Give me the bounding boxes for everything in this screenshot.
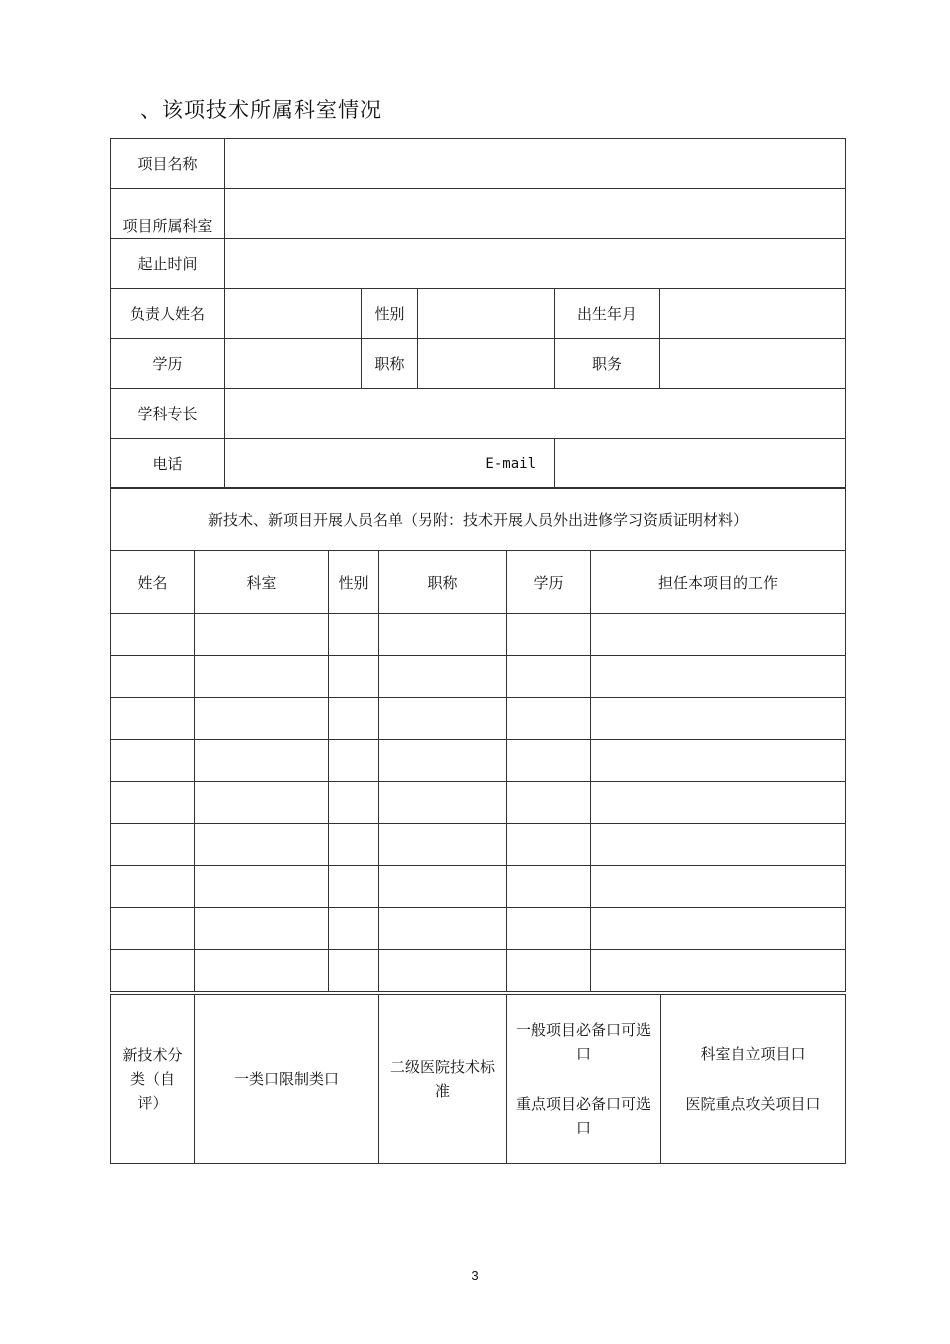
staff-cell-gender[interactable] [329, 656, 379, 698]
table-row [111, 782, 846, 824]
period-field[interactable] [225, 239, 846, 289]
staff-cell-gender[interactable] [329, 740, 379, 782]
staff-cell-education[interactable] [507, 782, 591, 824]
title-field[interactable] [418, 339, 555, 389]
staff-cell-name[interactable] [111, 698, 195, 740]
phone-label: 电话 [111, 439, 225, 489]
staff-cell-dept[interactable] [195, 782, 329, 824]
table-row [111, 866, 846, 908]
staff-cell-education[interactable] [507, 656, 591, 698]
staff-cell-education[interactable] [507, 740, 591, 782]
department-info-table [110, 138, 846, 489]
staff-cell-title[interactable] [379, 614, 507, 656]
dept-field[interactable] [225, 189, 846, 239]
col-header-dept: 科室 [195, 551, 329, 614]
staff-cell-education[interactable] [507, 698, 591, 740]
leader-name-field[interactable] [225, 289, 362, 339]
gender-field[interactable] [418, 289, 555, 339]
staff-cell-education[interactable] [507, 950, 591, 992]
table-row [111, 656, 846, 698]
col-header-name: 姓名 [111, 551, 195, 614]
position-field[interactable] [660, 339, 846, 389]
staff-cell-name[interactable] [111, 656, 195, 698]
classification-table [110, 994, 846, 1164]
staff-cell-name[interactable] [111, 866, 195, 908]
staff-cell-role[interactable] [591, 908, 846, 950]
staff-cell-gender[interactable] [329, 950, 379, 992]
staff-cell-name[interactable] [111, 824, 195, 866]
staff-cell-title[interactable] [379, 824, 507, 866]
table-row [111, 950, 846, 992]
staff-cell-title[interactable] [379, 950, 507, 992]
dept-label: 项目所属科室 [111, 189, 225, 239]
project-name-field[interactable] [225, 139, 846, 189]
birth-field[interactable] [660, 289, 846, 339]
staff-banner: 新技术、新项目开展人员名单（另附：技术开展人员外出进修学习资质证明材料） [111, 488, 846, 551]
project-level-cell[interactable] [507, 995, 661, 1164]
gender-label: 性别 [362, 289, 418, 339]
staff-cell-role[interactable] [591, 950, 846, 992]
staff-cell-gender[interactable] [329, 614, 379, 656]
title-label: 职称 [362, 339, 418, 389]
staff-cell-title[interactable] [379, 782, 507, 824]
staff-cell-name[interactable] [111, 950, 195, 992]
classification-label: 新技术分类（自评） [111, 995, 195, 1164]
staff-cell-title[interactable] [379, 740, 507, 782]
staff-cell-education[interactable] [507, 824, 591, 866]
email-field[interactable] [555, 439, 846, 489]
staff-cell-role[interactable] [591, 740, 846, 782]
birth-label: 出生年月 [555, 289, 660, 339]
secondary-standard: 二级医院技术标准 [379, 995, 507, 1164]
staff-cell-gender[interactable] [329, 698, 379, 740]
general-project-option[interactable]: 一般项目必备口可选口 [515, 1021, 651, 1063]
staff-cell-role[interactable] [591, 614, 846, 656]
staff-cell-role[interactable] [591, 782, 846, 824]
staff-cell-name[interactable] [111, 614, 195, 656]
staff-cell-title[interactable] [379, 908, 507, 950]
staff-cell-education[interactable] [507, 908, 591, 950]
position-label: 职务 [555, 339, 660, 389]
page-number: 3 [471, 1268, 479, 1283]
staff-cell-gender[interactable] [329, 866, 379, 908]
staff-table [110, 487, 846, 992]
specialty-label: 学科专长 [111, 389, 225, 439]
staff-cell-dept[interactable] [195, 740, 329, 782]
period-label: 起止时间 [111, 239, 225, 289]
staff-cell-title[interactable] [379, 866, 507, 908]
key-project-option[interactable]: 重点项目必备口可选口 [515, 1095, 651, 1137]
staff-cell-role[interactable] [591, 824, 846, 866]
staff-cell-dept[interactable] [195, 698, 329, 740]
education-label: 学历 [111, 339, 225, 389]
project-source-cell[interactable] [661, 995, 846, 1164]
hospital-project-option[interactable]: 医院重点攻关项目口 [685, 1095, 821, 1113]
table-row [111, 740, 846, 782]
col-header-title: 职称 [379, 551, 507, 614]
col-header-education: 学历 [507, 551, 591, 614]
table-row [111, 908, 846, 950]
table-row [111, 824, 846, 866]
col-header-gender: 性别 [329, 551, 379, 614]
staff-cell-gender[interactable] [329, 824, 379, 866]
staff-cell-education[interactable] [507, 866, 591, 908]
staff-cell-role[interactable] [591, 866, 846, 908]
table-row [111, 614, 846, 656]
staff-cell-gender[interactable] [329, 908, 379, 950]
staff-cell-dept[interactable] [195, 866, 329, 908]
staff-cell-dept[interactable] [195, 950, 329, 992]
staff-cell-gender[interactable] [329, 782, 379, 824]
staff-cell-title[interactable] [379, 656, 507, 698]
dept-project-option[interactable]: 科室自立项目口 [700, 1045, 806, 1063]
section-heading: 、该项技术所属科室情况 [140, 98, 382, 122]
specialty-field[interactable] [225, 389, 846, 439]
staff-cell-name[interactable] [111, 740, 195, 782]
class1-option[interactable]: 一类口限制类口 [195, 995, 379, 1164]
staff-cell-dept[interactable] [195, 908, 329, 950]
education-field[interactable] [225, 339, 362, 389]
table-row [111, 698, 846, 740]
staff-cell-title[interactable] [379, 698, 507, 740]
email-label: E-mail [225, 439, 555, 489]
staff-cell-name[interactable] [111, 782, 195, 824]
staff-cell-dept[interactable] [195, 614, 329, 656]
staff-cell-dept[interactable] [195, 824, 329, 866]
staff-cell-name[interactable] [111, 908, 195, 950]
staff-cell-dept[interactable] [195, 656, 329, 698]
project-name-label: 项目名称 [111, 139, 225, 189]
leader-name-label: 负责人姓名 [111, 289, 225, 339]
staff-cell-education[interactable] [507, 614, 591, 656]
staff-cell-role[interactable] [591, 656, 846, 698]
staff-cell-role[interactable] [591, 698, 846, 740]
col-header-role: 担任本项目的工作 [591, 551, 846, 614]
